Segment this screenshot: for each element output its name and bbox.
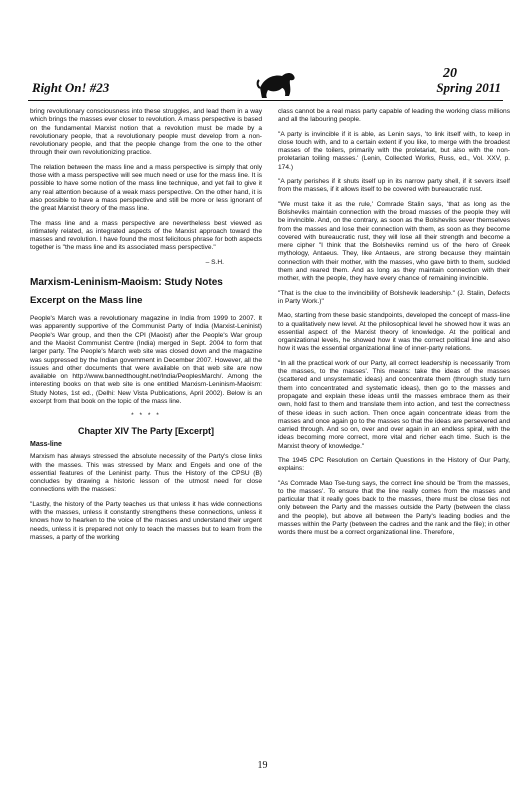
paragraph: People's March was a revolutionary magazine in India from 1999 to 2007. It was apparently supportive of the Communist Party of India (Marxist-Leninist) People's War group, and then the CPI (Maoist) after the People's War group and the Maoist Communist Centre (India) merged in Sept. 2004 to form that larger party. The People's March web site was closed down and the magazine was suppressed by the Indian government in December 2007. However, all the issues and other documents that were available on that web site are now available on http://www.bannedthought.net/India/PeoplesMarch/. Among the interesting books on that web site is one entitled Marxism-Leninism-Maoism: Study Notes, 1st ed., (Delhi: New Vista Publications, April 2002). Below is an excerpt from that book on the topic of the mass line. (30, 315, 262, 406)
section-divider: * * * * (131, 412, 161, 420)
left-column (30, 108, 262, 548)
section-heading: Marxism-Leninism-Maoism: Study Notes (30, 277, 223, 289)
paragraph: "A party is invincible if it is able, as Lenin says, 'to link itself with, to keep in close touch with, and to a certain extent if you like, to merge with the broadest masses of the toilers, primarily with the proletariat, but also with the non-proletarian toiling masses.' (Lenin, Collected Works, Russ, ed., Vol. XXV, p. 174.) (278, 130, 510, 171)
paragraph: bring revolutionary consciousness into these struggles, and lead them in a way which brings the masses ever closer to revolution. A mass perspective is based on the fundamental Marxist notion that a revolution must be made by a revolutionary people, that a revolutionary people must develop from a non-revolutionary people, and that the people change from the one to the other through their own revolutionizing practice. (30, 108, 262, 157)
paragraph: "Lastly, the history of the Party teaches us that unless it has wide connections with the masses, unless it constantly strengthens these connections, unless it knows how to hearken to the voice of the masses and understand their urgent needs, unless it is prepared not only to teach the masses but to learn from the masses, a party of the working (30, 500, 262, 541)
signature: – S.H. (205, 258, 224, 266)
paragraph: Mao, starting from these basic standpoints, developed the concept of mass-line to a qualitatively new level. At the philosophical level he showed how it was an essential aspect of the Marxist theory of knowledge. At the political and organizational levels, he showed how it was the correct political line and also how it was the essential organizational line of inner-party relations. (278, 312, 510, 353)
paragraph: "In all the practical work of our Party, all correct leadership is necessarily 'from the masses, to the masses'. This means: take the ideas of the masses (scattered and unsystematic ideas) and concentrate them (through study turn them into concentrated and systematic ideas), then go to the masses and propagate and explain these ideas until the masses embrace them as their own, hold fast to them and translate them into action, and test the correctness of these ideas in such action. Then once again concentrate ideas from the masses and once again go to the masses so that the ideas are persevered and carried through. And so on, over and over again in an endless spiral, with the ideas becoming more correct, more vital and richer each time. Such is the Marxist theory of knowledge." (278, 359, 510, 450)
paragraph: class cannot be a real mass party capable of leading the working class millions and all the labouring people. (278, 108, 510, 124)
page-number: 19 (257, 760, 268, 771)
paragraph: Marxism has always stressed the absolute necessity of the Party's close links with the masses. This was stressed by Marx and Engels and one of the essential features of the Leninist party. Thus the History of the CPSU (B) concludes by drawing a historic lesson of the utmost need for close connections with the masses: (30, 453, 262, 494)
chapter-heading: Chapter XIV The Party [Excerpt] (77, 425, 215, 436)
paragraph: "We must take it as the rule,' Comrade Stalin says, 'that as long as the Bolsheviks maintain connection with the broad masses of the people they will be invincible. And, on the contrary, as soon as the Bolsheviks sever themselves from the masses and lose their connection with them, as soon as they become covered with bureaucratic rust, they will lose all their strength and become a mere cipher "I think that the Bolsheviks remind us of the hero of Greek mythology, Antaeus. They, like Antaeus, are strong because they maintain connection with their mother, with the masses, who gave birth to them, suckled them and reared them. And as long as they maintain connection with their mother, with the people, they have every chance of remaining invincible. (278, 200, 510, 283)
paragraph: The relation between the mass line and a mass perspective is simply that only those with a mass perspective will see much need or use for the mass line. It is possible to have some notion of the mass line technique, and yet fail to give it any real attention because of a weak mass perspective. On the other hand, it is also possible to have a mass perspective and still be more or less ignorant of the great Marxist theory of the mass line. (30, 163, 262, 213)
paragraph: The 1945 CPC Resolution on Certain Questions in the History of Our Party, explains: (278, 456, 510, 473)
right-column (278, 108, 510, 544)
page-header (28, 66, 501, 110)
paragraph: The mass line and a mass perspective are nevertheless best viewed as intimately related, as integrated aspects of the Marxist approach toward the masses and revolution. I have found the most felicitous phrase for both aspects together is "the mass line and its associated mass perspective." (30, 219, 262, 252)
header-rule (28, 100, 503, 101)
paragraph: "As Comrade Mao Tse-tung says, the correct line should be 'from the masses, to the masses'. To ensure that the line really comes from the masses and particular that it really goes back to the masses, there must be close ties not only between the Party and the masses outside the Party (between the class and the people), but above all between the Party's leading bodies and the masses within the Party (between the cadres and the rank and the file); in other words there must be a correct organizational line. Therefore, (278, 479, 510, 537)
section-subheading: Excerpt on the Mass line (30, 295, 143, 307)
paragraph: "That is the clue to the invincibility of Bolshevik leadership." (J. Stalin, Defects in Party Work.)" (278, 289, 510, 305)
season-label: Spring 2011 (436, 80, 501, 95)
publication-title: Right On! #23 (32, 80, 110, 95)
issue-number: 20 (443, 66, 457, 81)
paragraph: "A party perishes if it shuts itself up in its narrow party shell, if it severs itself from the masses, if it allows itself to be covered with bureaucratic rust. (278, 178, 510, 194)
panther-silhouette-icon (256, 68, 298, 102)
subheading: Mass-line (30, 440, 62, 448)
